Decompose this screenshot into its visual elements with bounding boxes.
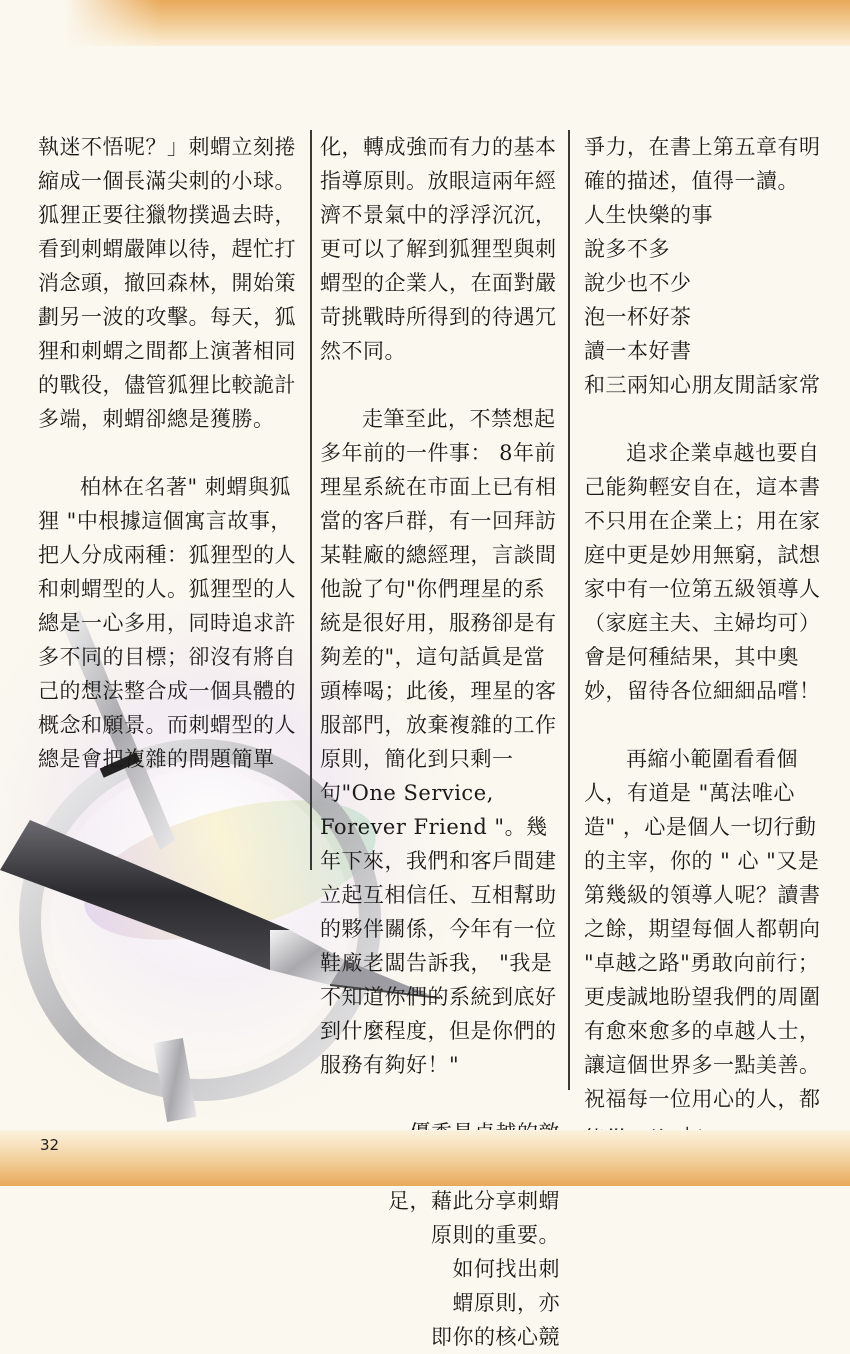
col2-line: 足，藉此分享刺蝟	[388, 1189, 560, 1213]
text-column-1	[38, 130, 300, 776]
col2-paragraph-2: 走筆至此，不禁想起多年前的一件事： 8年前理星系統在市面上已有相當的客戶群，有一回拜訪某鞋廠的總經理，言談間他說了句"你們理星的系統是很好用，服務卻是有夠差的"，這句話眞是當頭棒喝；此後，理星的客服部門，放棄複雜的工作原則，簡化到只剩一句"One Service, Forever Friend "。幾年下來，我們和客戶間建立起互相信任、互相幫助的夥伴關係，今年有一位鞋廠老闆告訴我， "我是不知道你們的系統到底好到什麼程度，但是你們的服務有夠好！"	[320, 407, 557, 1077]
column-divider-left	[310, 130, 312, 870]
col3-paragraph-3-text: 再縮小範圍看看個人，有道是 "萬法唯心造" ，心是個人一切行動的主宰，你的 " 心 "又是第幾級的領導人呢？讀書之餘，期望每個人都朝向 "卓越之路"勇敢向前行； 更虔誠地盼望我們的周圍有愈來愈多的卓越人士，讓這個世界多一點美善。祝福每一位用心的人，都	[584, 747, 821, 1111]
bottom-decorative-band	[0, 1130, 850, 1186]
col3-paragraph-2: 追求企業卓越也要自己能夠輕安自在，這本書不只用在企業上；用在家庭中更是妙用無窮，試想家中有一位第五級領導人（家庭主夫、主婦均可）會是何種結果，其中奧妙，留待各位細細品嚐！	[584, 441, 821, 703]
page-number: 32	[40, 1136, 60, 1154]
poem-line: 說多不多	[584, 237, 670, 261]
column-divider-right	[568, 130, 570, 1090]
poem-line: 人生快樂的事	[584, 203, 713, 227]
poem-line: 讀一本好書	[584, 339, 692, 363]
col2-line: 原則的重要。	[431, 1223, 560, 1247]
col2-line: 如何找出刺	[452, 1257, 560, 1281]
col2-paragraph-1: 化，轉成強而有力的基本指導原則。放眼這兩年經濟不景氣中的浮浮沉沉，更可以了解到狐狸型與刺蝟型的企業人，在面對嚴苛挑戰時所得到的待遇冗然不同。	[320, 135, 557, 363]
top-decorative-band	[0, 0, 850, 46]
col2-line: 即你的核心競	[431, 1325, 560, 1349]
col1-paragraph-1: 執迷不悟呢？」刺蝟立刻捲縮成一個長滿尖刺的小球。狐狸正要往獵物撲過去時，看到刺蝟嚴陣以待，趕忙打消念頭，撤回森林，開始策劃另一波的攻擊。每天，狐狸和刺蝟之間都上演著相同的戰役，儘管狐狸比較詭計多端，刺蝟卻總是獲勝。	[38, 135, 296, 431]
col3-paragraph-3	[584, 742, 824, 1156]
text-column-3	[584, 130, 824, 1156]
poem-line: 說少也不少	[584, 271, 692, 295]
col2-line: 蝟原則，亦	[452, 1291, 560, 1315]
poem	[584, 198, 824, 402]
col3-paragraph-1: 爭力，在書上第五章有明確的描述，值得一讀。	[584, 135, 821, 193]
poem-line: 泡一杯好茶	[584, 305, 692, 329]
poem-line: 和三兩知心朋友閒話家常	[584, 373, 821, 397]
col1-paragraph-2: 柏林在名著" 刺蝟與狐狸 "中根據這個寓言故事，把人分成兩種：狐狸型的人和刺蝟型的人。狐狸型的人總是一心多用，同時追求許多不同的目標；卻沒有將自己的想法整合成一個具體的概念和願景。而刺蝟型的人總是會把複雜的問題簡單	[38, 475, 296, 771]
